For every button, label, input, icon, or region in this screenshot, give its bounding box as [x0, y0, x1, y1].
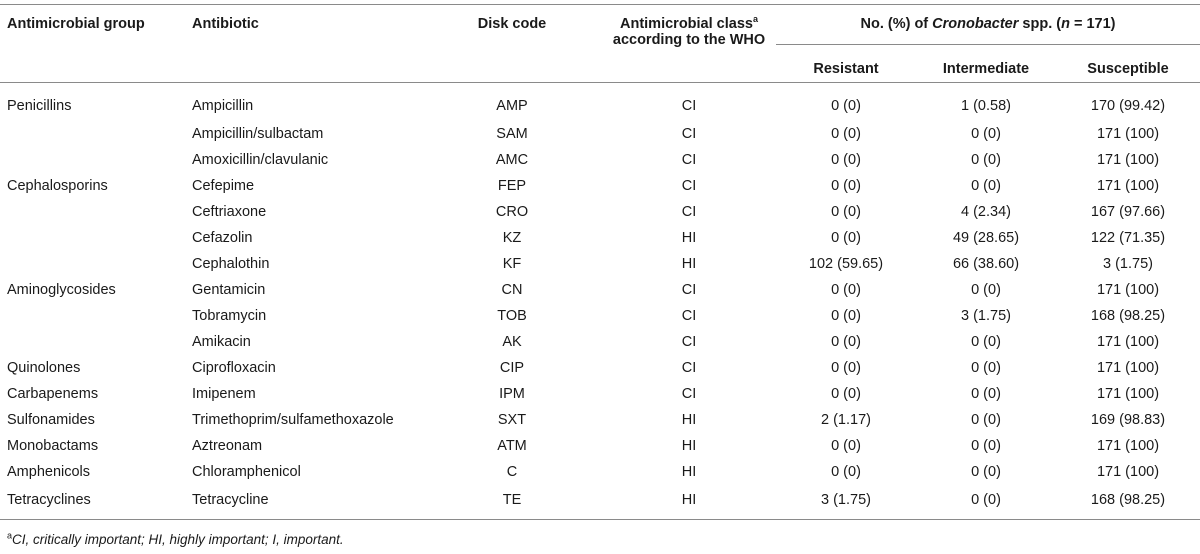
cell-class: CI [681, 386, 697, 402]
cell-class: CI [681, 178, 697, 194]
header-resistant: Resistant [813, 61, 879, 77]
table-row [0, 83, 1200, 122]
cell-class: CI [681, 360, 697, 376]
cell-intermediate: 0 (0) [971, 152, 1001, 168]
table-row [0, 277, 1200, 303]
cell-disk-code: KF [502, 256, 522, 272]
cell-disk-code: AMP [496, 98, 528, 114]
header-class-line1: Antimicrobial class [620, 16, 753, 32]
cell-antibiotic: Tetracycline [192, 492, 269, 508]
cell-susceptible: 168 (98.25) [1090, 308, 1166, 324]
table-row [0, 355, 1200, 381]
cell-intermediate: 4 (2.34) [961, 204, 1011, 220]
cell-antibiotic: Ampicillin [192, 98, 254, 114]
cell-intermediate: 0 (0) [971, 386, 1001, 402]
cell-resistant: 0 (0) [831, 204, 861, 220]
cell-resistant: 0 (0) [831, 308, 861, 324]
cell-intermediate: 0 (0) [971, 126, 1001, 142]
cell-antibiotic: Tobramycin [192, 308, 267, 324]
table-row [0, 407, 1200, 433]
cell-resistant: 0 (0) [831, 334, 861, 350]
cell-disk-code: FEP [497, 178, 527, 194]
table-row [0, 225, 1200, 251]
table-row [0, 485, 1200, 520]
cell-group: Penicillins [7, 98, 72, 114]
cell-susceptible: 171 (100) [1096, 464, 1160, 480]
cell-susceptible: 171 (100) [1096, 386, 1160, 402]
cell-resistant: 3 (1.75) [821, 492, 871, 508]
span-mid: spp. ( [1018, 16, 1062, 32]
table-body [0, 83, 1200, 520]
cell-group: Sulfonamides [7, 412, 95, 428]
table-header [0, 5, 1200, 83]
cell-susceptible: 168 (98.25) [1090, 492, 1166, 508]
cell-disk-code: TE [502, 492, 522, 508]
span-genus: Cronobacter [932, 16, 1019, 32]
table-footnote [7, 532, 344, 547]
cell-group: Monobactams [7, 438, 99, 454]
header-class-footnote-marker: a [752, 14, 758, 25]
cell-intermediate: 0 (0) [971, 360, 1001, 376]
cell-antibiotic: Ciprofloxacin [192, 360, 276, 376]
cell-disk-code: CRO [495, 204, 529, 220]
cell-susceptible: 171 (100) [1096, 438, 1160, 454]
cell-class: CI [681, 152, 697, 168]
cell-intermediate: 0 (0) [971, 334, 1001, 350]
cell-susceptible: 169 (98.83) [1090, 412, 1166, 428]
cell-susceptible: 171 (100) [1096, 282, 1160, 298]
cell-class: HI [681, 492, 697, 508]
cell-intermediate: 0 (0) [971, 464, 1001, 480]
cell-susceptible: 3 (1.75) [1103, 256, 1153, 272]
cell-resistant: 0 (0) [831, 152, 861, 168]
cell-antibiotic: Ampicillin/sulbactam [192, 126, 324, 142]
header-group: Antimicrobial group [7, 16, 145, 32]
cell-group [0, 225, 192, 251]
cell-resistant: 0 (0) [831, 126, 861, 142]
cell-group [0, 121, 192, 147]
cell-disk-code: KZ [502, 230, 522, 246]
cell-disk-code: CN [501, 282, 523, 298]
span-n: n [1061, 16, 1070, 32]
cell-group [0, 303, 192, 329]
table-row [0, 173, 1200, 199]
span-prefix: No. (%) of [860, 16, 933, 32]
cell-class: CI [681, 308, 697, 324]
cell-resistant: 0 (0) [831, 282, 861, 298]
cell-disk-code: AK [502, 334, 522, 350]
cell-group: Aminoglycosides [7, 282, 116, 298]
cell-class: CI [681, 204, 697, 220]
cell-susceptible: 171 (100) [1096, 334, 1160, 350]
cell-resistant: 102 (59.65) [808, 256, 884, 272]
cell-susceptible: 171 (100) [1096, 178, 1160, 194]
cell-class: HI [681, 464, 697, 480]
cell-susceptible: 170 (99.42) [1090, 98, 1166, 114]
header-class-line2: according to the WHO [612, 32, 766, 48]
cell-antibiotic: Trimethoprim/sulfamethoxazole [192, 412, 394, 428]
cell-class: CI [681, 334, 697, 350]
cell-intermediate: 66 (38.60) [952, 256, 1020, 272]
cell-group [0, 251, 192, 277]
cell-susceptible: 171 (100) [1096, 126, 1160, 142]
span-suffix: = 171) [1069, 16, 1116, 32]
table-row [0, 121, 1200, 147]
cell-resistant: 2 (1.17) [821, 412, 871, 428]
cell-group [0, 147, 192, 173]
header-susceptible: Susceptible [1087, 61, 1169, 77]
cell-class: HI [681, 412, 697, 428]
cell-group [0, 199, 192, 225]
cell-class: CI [681, 126, 697, 142]
cell-group [0, 329, 192, 355]
cell-disk-code: TOB [497, 308, 527, 324]
footnote-text: CI, critically important; HI, highly important; I, important. [12, 532, 344, 547]
cell-susceptible: 122 (71.35) [1090, 230, 1166, 246]
cell-antibiotic: Ceftriaxone [192, 204, 267, 220]
cell-resistant: 0 (0) [831, 438, 861, 454]
cell-intermediate: 0 (0) [971, 178, 1001, 194]
cell-intermediate: 49 (28.65) [952, 230, 1020, 246]
cell-group: Cephalosporins [7, 178, 108, 194]
cell-disk-code: SXT [497, 412, 527, 428]
cell-susceptible: 171 (100) [1096, 360, 1160, 376]
table-row [0, 459, 1200, 485]
cell-resistant: 0 (0) [831, 464, 861, 480]
cell-antibiotic: Gentamicin [192, 282, 266, 298]
table-row [0, 329, 1200, 355]
cell-resistant: 0 (0) [831, 230, 861, 246]
header-class [602, 5, 776, 83]
table-row [0, 433, 1200, 459]
cell-antibiotic: Imipenem [192, 386, 256, 402]
cell-group: Carbapenems [7, 386, 99, 402]
cell-antibiotic: Aztreonam [192, 438, 263, 454]
cell-intermediate: 3 (1.75) [961, 308, 1011, 324]
header-intermediate: Intermediate [942, 61, 1030, 77]
table-row [0, 147, 1200, 173]
table-row [0, 199, 1200, 225]
cell-class: HI [681, 256, 697, 272]
header-disk-code: Disk code [477, 16, 547, 32]
header-antibiotic: Antibiotic [192, 16, 259, 32]
cell-resistant: 0 (0) [831, 386, 861, 402]
cell-disk-code: CIP [499, 360, 525, 376]
cell-intermediate: 1 (0.58) [961, 98, 1011, 114]
cell-antibiotic: Cefazolin [192, 230, 253, 246]
cell-disk-code: ATM [497, 438, 527, 454]
cell-antibiotic: Amikacin [192, 334, 251, 350]
cell-antibiotic: Amoxicillin/clavulanic [192, 152, 329, 168]
cell-disk-code: IPM [499, 386, 525, 402]
cell-disk-code: SAM [496, 126, 528, 142]
table-row [0, 303, 1200, 329]
cell-intermediate: 0 (0) [971, 282, 1001, 298]
cell-antibiotic: Chloramphenicol [192, 464, 301, 480]
cell-class: CI [681, 98, 697, 114]
cell-class: CI [681, 282, 697, 298]
cell-class: HI [681, 230, 697, 246]
footnote-marker: a [7, 530, 13, 541]
cell-disk-code: AMC [495, 152, 529, 168]
cell-resistant: 0 (0) [831, 360, 861, 376]
cell-susceptible: 171 (100) [1096, 152, 1160, 168]
cell-group: Quinolones [7, 360, 81, 376]
cell-group: Amphenicols [7, 464, 91, 480]
cell-antibiotic: Cefepime [192, 178, 255, 194]
cell-antibiotic: Cephalothin [192, 256, 270, 272]
cell-group: Tetracyclines [7, 492, 91, 508]
cell-resistant: 0 (0) [831, 98, 861, 114]
cell-intermediate: 0 (0) [971, 438, 1001, 454]
cell-intermediate: 0 (0) [971, 412, 1001, 428]
table-row [0, 381, 1200, 407]
cell-intermediate: 0 (0) [971, 492, 1001, 508]
cell-susceptible: 167 (97.66) [1090, 204, 1166, 220]
header-span-cronobacter [776, 5, 1200, 45]
data-table [0, 4, 1200, 520]
cell-resistant: 0 (0) [831, 178, 861, 194]
cell-class: HI [681, 438, 697, 454]
table-row [0, 251, 1200, 277]
cell-disk-code: C [506, 464, 518, 480]
